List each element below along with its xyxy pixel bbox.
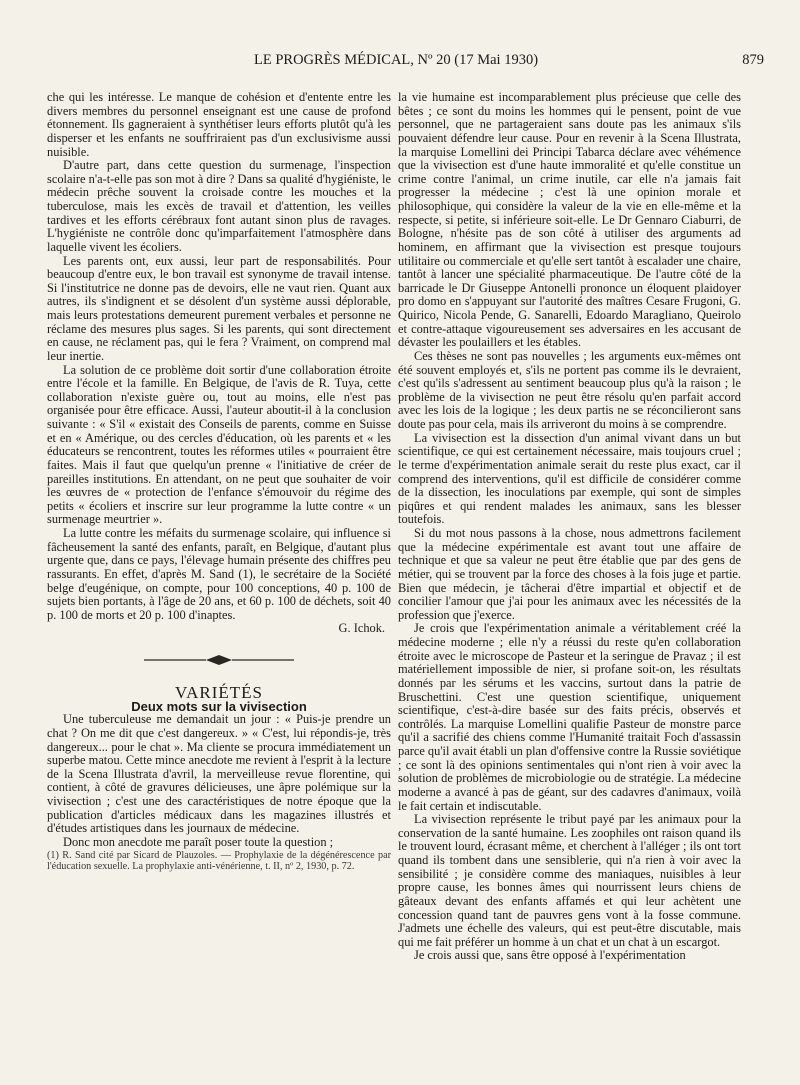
paragraph: La vivisection représente le tribut payé par les animaux pour la conservation de la santé humaine. Les zoophiles ont raison quand ils le trouvent lourd, écrasant même, et cherchent à l'alléger ; ils ont tort quand ils tombent dans une sensiblerie, qui n'a rien à voir avec la sensibilité ; je considère comme des maniaques, nuisibles à leur propre cause, les bonnes âmes qui nourrissent leurs chiens de gâteaux devant des enfants affamés et qui leur achètent une concession quand tant de pauvres gens vont à la fosse commune. J'admets une échelle des valeurs, qui est peut-être discutable, mais qui me fait préférer un homme à un chat et un chat à un escargot.	[398, 812, 741, 949]
paragraph: che qui les intéresse. Le manque de cohésion et d'entente entre les divers membres du personnel enseignant est une cause de profond étonnement. Ils gagneraient à synthétiser leurs efforts plutôt qu'à les disperser et les enfants ne souffriraient pas d'un exclusivisme aussi nuisible.	[47, 90, 391, 159]
article-title: Deux mots sur la vivisection	[131, 698, 307, 714]
paragraph: Ces thèses ne sont pas nouvelles ; les arguments eux-mêmes ont été souvent employés et, s'ils ne portent pas comme ils le devraient, c'est qu'ils s'adressent au sentiment beaucoup plus qu'à la raison ; le problème de la vivisection ne peut être résolu qu'en parfait accord avec les lois de la logique ; les deux partis ne se réconcilieront sans doute pas pour cela, mais ils arriveront du moins à se comprendre.	[398, 348, 741, 431]
paragraph: Une tuberculeuse me demandait un jour : « Puis-je prendre un chat ? On me dit que c'est dangereux. » « C'est, lui répondis-je, très dangereux... pour le chat ». Ma cliente se procura immédiatement un superbe matou. Cette mince anecdote me revient à l'esprit à la lecture de la Scena Illustrata d'avril, la merveilleuse revue florentine, qui contient, à côté de gravures délicieuses, une âpre polémique sur la vivisection ; c'est une des caractéristiques de notre époque que la publication d'articles médicaux dans les magazines illustrés et d'études artistiques dans les journaux de médecine.	[47, 712, 391, 836]
page-number: 879	[742, 52, 764, 68]
paragraph: la vie humaine est incomparablement plus précieuse que celle des bêtes ; ce sont du moins les hommes qui le pensent, point de vue personnel, que ne partageraient sans doute pas les animaux s'ils pouvaient défendre leur cause. Pour en revenir à la Scena Illustrata, la marquise Lomellini dei Principi Tabarca déclare avec véhémence que la vivisection est d'une haute immoralité et qu'elle constitue un crime contre l'animal, un crime inutile, car elle n'a jamais fait progresser la médecine ; c'est là une opinion morale et philosophique, qui considère la valeur de la vie en elle-même et la respecte, si petite, si inférieure soit-elle. Le Dr Gennaro Ciaburri, de Bologne, n'hésite pas de son côté à utiliser des arguments ad hominem, en affirmant que la vivisection est presque toujours utilitaire ou commerciale et qu'elle sert tantôt à escalader une chaire, tantôt à lancer une spécialité pharmaceutique. De l'autre côté de la barricade le Dr Giuseppe Antonelli prononce un éloquent plaidoyer pro domo en s'appuyant sur l'autorité des maîtres Cesare Frugoni, G. Quirico, Nicola Pende, G. Sanarelli, Edoardo Maragliano, Queirolo et contre-attaque vigoureusement ses adversaires en les accusant de dévaster les poulaillers et les étables.	[398, 90, 741, 350]
paragraph: Je crois que l'expérimentation animale a véritablement créé la médecine moderne ; elle n'y a réussi du reste qu'en collaboration étroite avec le microscope de Pasteur et la seringue de Pravaz ; il est matériellement impossible de nier, si profane soit-on, les résultats donnés par les sérums et les vaccins, surtout dans la patrie de Bruschettini. C'est une question scientifique, uniquement scientifique, c'est-à-dire basée sur des faits précis, observés et contrôlés. La marquise Lomellini qualifie Pasteur de monstre parce qu'il a sacrifié des chiens comme l'Humanité traitait Foch d'assassin parce qu'il avait établi un plan d'offensive contre la Russie soviétique ; ce sont là des opinions sentimentales qui n'ont rien à voir avec la solution de problèmes de microbiologie ou de stratégie. La médecine moderne a avancé à pas de géant, sur des cadavres d'animaux, voilà le fait certain et indiscutable.	[398, 621, 741, 813]
footnote: (1) R. Sand cité par Sicard de Plauzoles. — Prophylaxie de la dégénérescence par l'éducation sexuelle. La prophylaxie anti-vénérienne, t. II, nº 2, 1930, p. 72.	[47, 849, 391, 873]
paragraph: Donc mon anecdote me paraît poser toute la question ;	[63, 834, 334, 849]
right-column	[398, 91, 741, 963]
paragraph: Si du mot nous passons à la chose, nous admettrons facilement que la médecine expérimentale est avant tout une affaire de technique et que sa valeur ne peut être établie que par des gens de métier, qui se trouvent par la force des choses à la fois juge et partie. Bien que médecin, je tâcherai d'être impartial et objectif et de concilier l'amour que j'ai pour les animaux avec les nécessités de la profession que j'exerce.	[398, 526, 741, 622]
paragraph: D'autre part, dans cette question du surmenage, l'inspection scolaire n'a-t-elle pas son mot à dire ? Dans sa qualité d'hygiéniste, le médecin prêche souvent la croisade contre les mouches et la tuberculose, mais les excès de travail et d'attention, les veilles tardives et les efforts cérébraux font autant sinon plus de ravages. L'hygiéniste ne contrôle donc qu'imparfaitement l'atmosphère dans laquelle vivent les écoliers.	[47, 158, 391, 254]
left-column	[47, 91, 391, 873]
paragraph: Les parents ont, eux aussi, leur part de responsabilités. Pour beaucoup d'entre eux, le bon travail est synonyme de travail intense. Si l'institutrice ne donne pas de devoirs, elle ne vaut rien. Quant aux autres, ils s'indignent et se désolent d'un système aussi déplorable, mais leurs protestations demeurent purement verbales et personne ne réclame des mesures plus sages. Si les parents, qui sont directement en cause, ne réclament pas, qui le fera ? Vraiment, on comprend mal leur inertie.	[47, 253, 391, 363]
paragraph: Je crois aussi que, sans être opposé à l'expérimentation	[414, 948, 686, 963]
page-header	[44, 52, 764, 74]
paragraph: La lutte contre les méfaits du surmenage scolaire, qui influence si fâcheusement la santé des enfants, paraît, en Belgique, d'autant plus urgente que, dans ce pays, l'élevage humain présente des chiffres peu rassurants. En effet, d'après M. Sand (1), le secrétaire de la Société belge d'eugénique, on compte, pour 100 conceptions, 40 p. 100 de sujets bien portants, à l'âge de 20 ans, et 60 p. 100 de déchets, soit 40 p. 100 de morts et 20 p. 100 d'inaptes.	[47, 526, 391, 622]
paragraph: La solution de ce problème doit sortir d'une collaboration étroite entre l'école et la famille. En Belgique, de l'avis de R. Tuya, cette collaboration n'existe guère ou, tout au moins, elle n'est pas organisée pour être efficace. Aussi, l'auteur aboutit-il à la conclusion suivante : « S'il « existait des Conseils de parents, comme en Suisse et en « Amérique, ou des cercles d'éducation, où les parents et « les éducateurs se rencontrent, toutes les réformes utiles « pourraient être faites. Mais il faut que quelqu'un prenne « l'initiative de créer de pareilles institutions. En attendant, on ne peut que souhaiter de voir les œuvres de « protection de l'enfance s'émouvoir du régime des petits « écoliers et inscrire sur leur programme la lutte contre « un surmenage meurtrier ».	[47, 362, 391, 527]
paragraph: La vivisection est la dissection d'un animal vivant dans un but scientifique, ce qui est certainement nécessaire, mais toujours cruel ; le terme d'expérimentation animale serait du reste plus exact, car il comprend des interventions, qu'il est difficile de considérer comme de la dissection, les inoculations par exemple, qui sont de simples piqûres et qui rendent malades les animaux, sans les blesser toutefois.	[398, 430, 741, 527]
running-title: LE PROGRÈS MÉDICAL, Nº 20 (17 Mai 1930)	[254, 52, 539, 68]
ornament-divider	[144, 654, 294, 666]
author-signature: G. Ichok.	[338, 621, 385, 636]
section-title: VARIÉTÉS	[175, 683, 263, 702]
